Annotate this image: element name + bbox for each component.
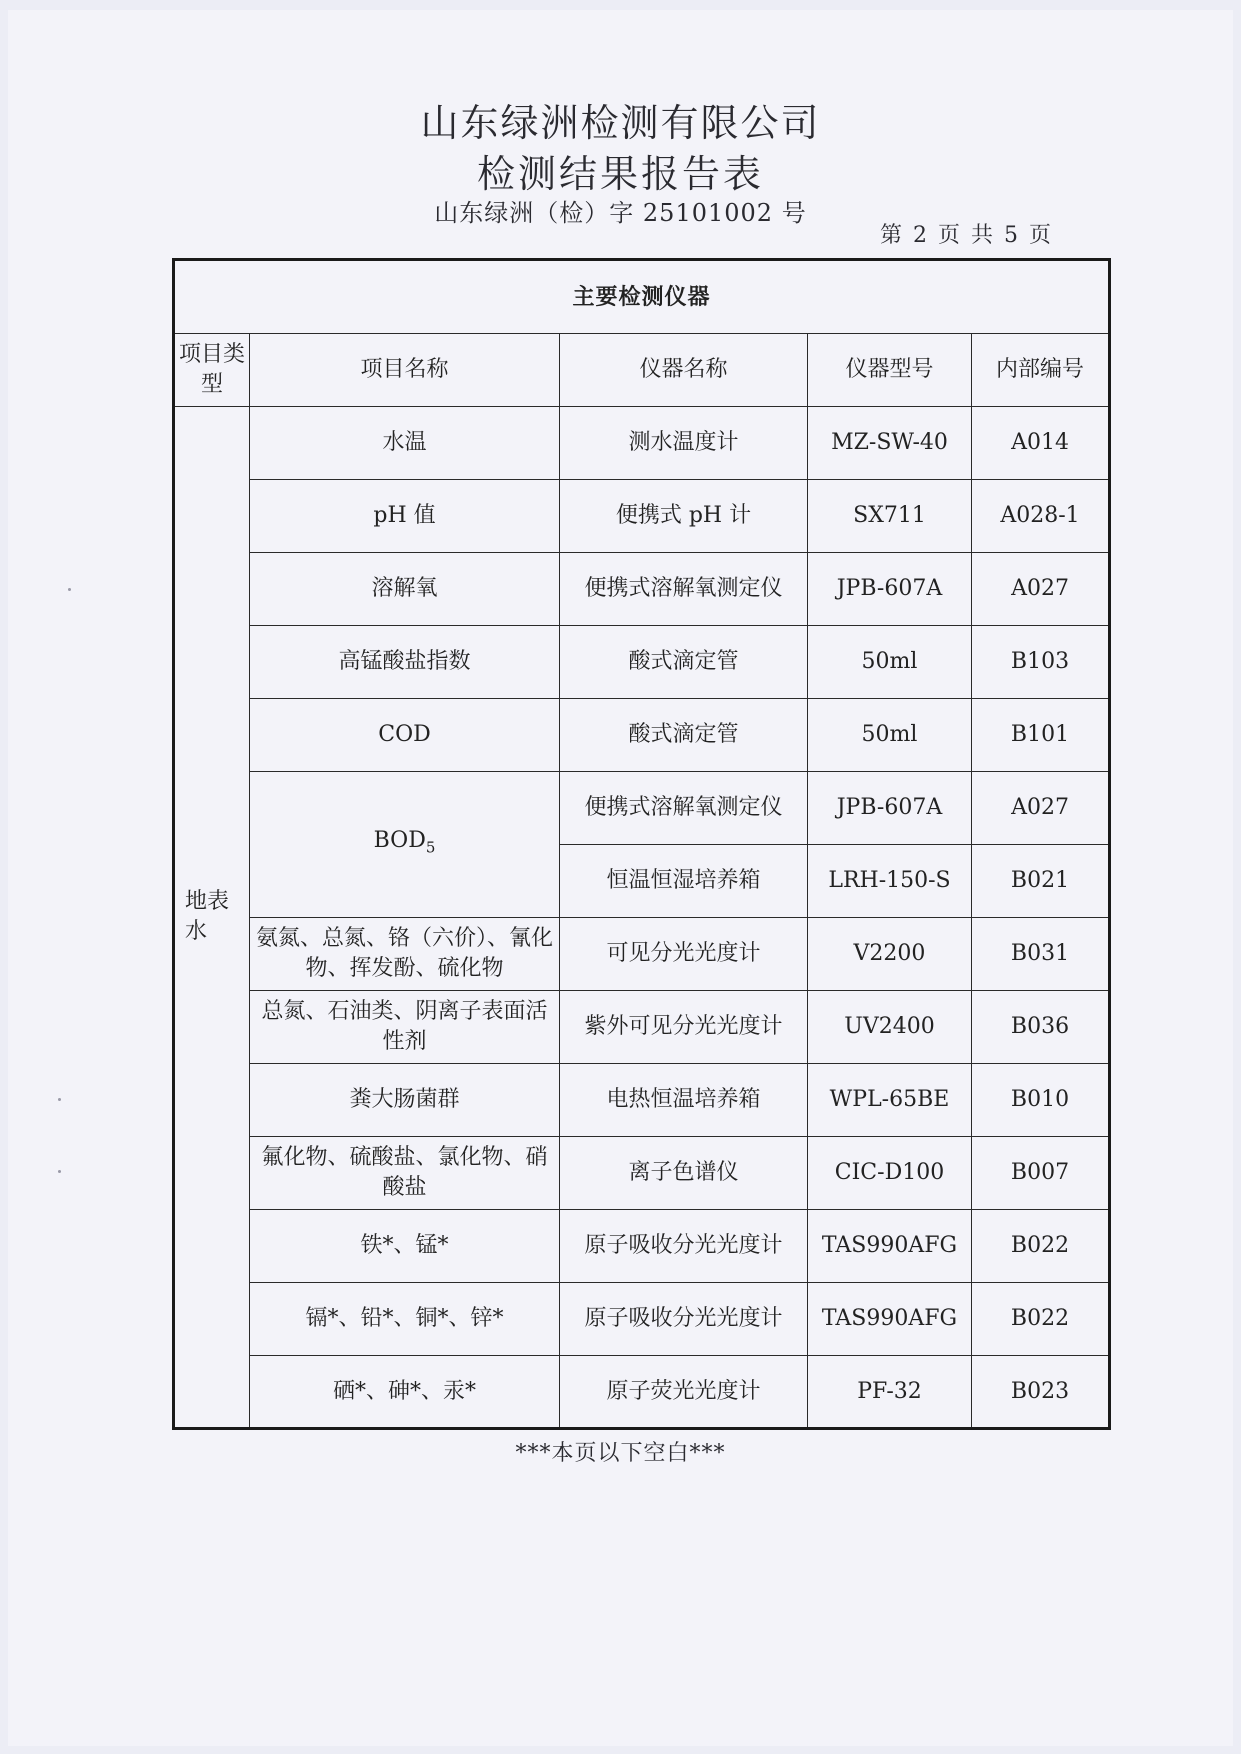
instrument-name: 酸式滴定管: [560, 626, 808, 699]
column-header-instrument: 仪器名称: [560, 334, 808, 407]
item-name: 高锰酸盐指数: [250, 626, 560, 699]
item-name-bod5: $BOD_5$: [373, 828, 436, 857]
item-name: 镉*、铅*、铜*、锌*: [250, 1283, 560, 1356]
instrument-model: LRH-150-S: [808, 845, 972, 918]
instrument-model: JPB-607A: [808, 772, 972, 845]
instrument-model: UV2400: [808, 991, 972, 1064]
table-row: [174, 1210, 1110, 1283]
instrument-name: 离子色谱仪: [560, 1137, 808, 1210]
instrument-model: V2200: [808, 918, 972, 991]
item-name: 溶解氧: [250, 553, 560, 626]
table-row: [174, 407, 1110, 480]
instrument-name: 原子吸收分光光度计: [560, 1210, 808, 1283]
internal-code: B023: [972, 1356, 1110, 1429]
table-caption: 主要检测仪器: [174, 260, 1110, 334]
instrument-model: WPL-65BE: [808, 1064, 972, 1137]
item-name: 氨氮、总氮、铬（六价）、氰化物、挥发酚、硫化物: [250, 918, 560, 991]
table-row: [174, 918, 1110, 991]
company-name: 山东绿洲检测有限公司: [420, 101, 821, 145]
instrument-model: 50ml: [808, 699, 972, 772]
instrument-name: 原子荧光光度计: [560, 1356, 808, 1429]
table-caption-row: [174, 260, 1110, 334]
internal-code: B021: [972, 845, 1110, 918]
internal-code: B022: [972, 1283, 1110, 1356]
item-name: COD: [250, 699, 560, 772]
column-header-code: 内部编号: [972, 334, 1110, 407]
table-row: [174, 1137, 1110, 1210]
instrument-model: SX711: [808, 480, 972, 553]
instrument-model: CIC-D100: [808, 1137, 972, 1210]
instrument-name: 原子吸收分光光度计: [560, 1283, 808, 1356]
instrument-model: JPB-607A: [808, 553, 972, 626]
table-row: [174, 1064, 1110, 1137]
instrument-name: 便携式溶解氧测定仪: [560, 553, 808, 626]
table-row: [174, 553, 1110, 626]
item-name: 水温: [250, 407, 560, 480]
item-name: pH 值: [250, 480, 560, 553]
instrument-name: 酸式滴定管: [560, 699, 808, 772]
instrument-name: 便携式溶解氧测定仪: [560, 772, 808, 845]
internal-code: A028-1: [972, 480, 1110, 553]
instrument-name: 恒温恒湿培养箱: [560, 845, 808, 918]
internal-code: B007: [972, 1137, 1110, 1210]
internal-code: B101: [972, 699, 1110, 772]
table-row: [174, 480, 1110, 553]
item-name: 氟化物、硫酸盐、氯化物、硝酸盐: [250, 1137, 560, 1210]
blank-page-note: ***本页以下空白***: [515, 1441, 726, 1466]
scan-speck: [58, 1098, 61, 1101]
instrument-name: 便携式 pH 计: [560, 480, 808, 553]
instrument-model: TAS990AFG: [808, 1283, 972, 1356]
table-row: [174, 1283, 1110, 1356]
table-row: [174, 991, 1110, 1064]
instrument-table: [172, 258, 1111, 1430]
internal-code: A014: [972, 407, 1110, 480]
page-number: 第 2 页 共 5 页: [880, 223, 1053, 248]
table-row: [174, 626, 1110, 699]
column-header-item: 项目名称: [250, 334, 560, 407]
scan-speck: [58, 1170, 61, 1173]
column-header-type: 项目类型: [174, 334, 250, 407]
report-title: 检测结果报告表: [476, 152, 764, 196]
instrument-model: TAS990AFG: [808, 1210, 972, 1283]
internal-code: B031: [972, 918, 1110, 991]
item-name: 硒*、砷*、汞*: [250, 1356, 560, 1429]
internal-code: B010: [972, 1064, 1110, 1137]
item-name: 粪大肠菌群: [250, 1064, 560, 1137]
instrument-name: 可见分光光度计: [560, 918, 808, 991]
table-row: [174, 772, 1110, 845]
internal-code: A027: [972, 772, 1110, 845]
instrument-name: 电热恒温培养箱: [560, 1064, 808, 1137]
item-name: [250, 772, 560, 918]
column-header-model: 仪器型号: [808, 334, 972, 407]
instrument-model: MZ-SW-40: [808, 407, 972, 480]
scan-speck: [68, 588, 71, 591]
internal-code: B103: [972, 626, 1110, 699]
instrument-name: 紫外可见分光光度计: [560, 991, 808, 1064]
table-row: [174, 1356, 1110, 1429]
internal-code: B022: [972, 1210, 1110, 1283]
instrument-model: 50ml: [808, 626, 972, 699]
item-name: 铁*、锰*: [250, 1210, 560, 1283]
internal-code: B036: [972, 991, 1110, 1064]
item-name: 总氮、石油类、阴离子表面活性剂: [250, 991, 560, 1064]
category-cell: 地表 水: [174, 407, 250, 1429]
instrument-name: 测水温度计: [560, 407, 808, 480]
table-header-row: [174, 334, 1110, 407]
internal-code: A027: [972, 553, 1110, 626]
document-number: 山东绿洲（检）字 25101002 号: [434, 199, 807, 227]
instrument-model: PF-32: [808, 1356, 972, 1429]
table-row: [174, 699, 1110, 772]
